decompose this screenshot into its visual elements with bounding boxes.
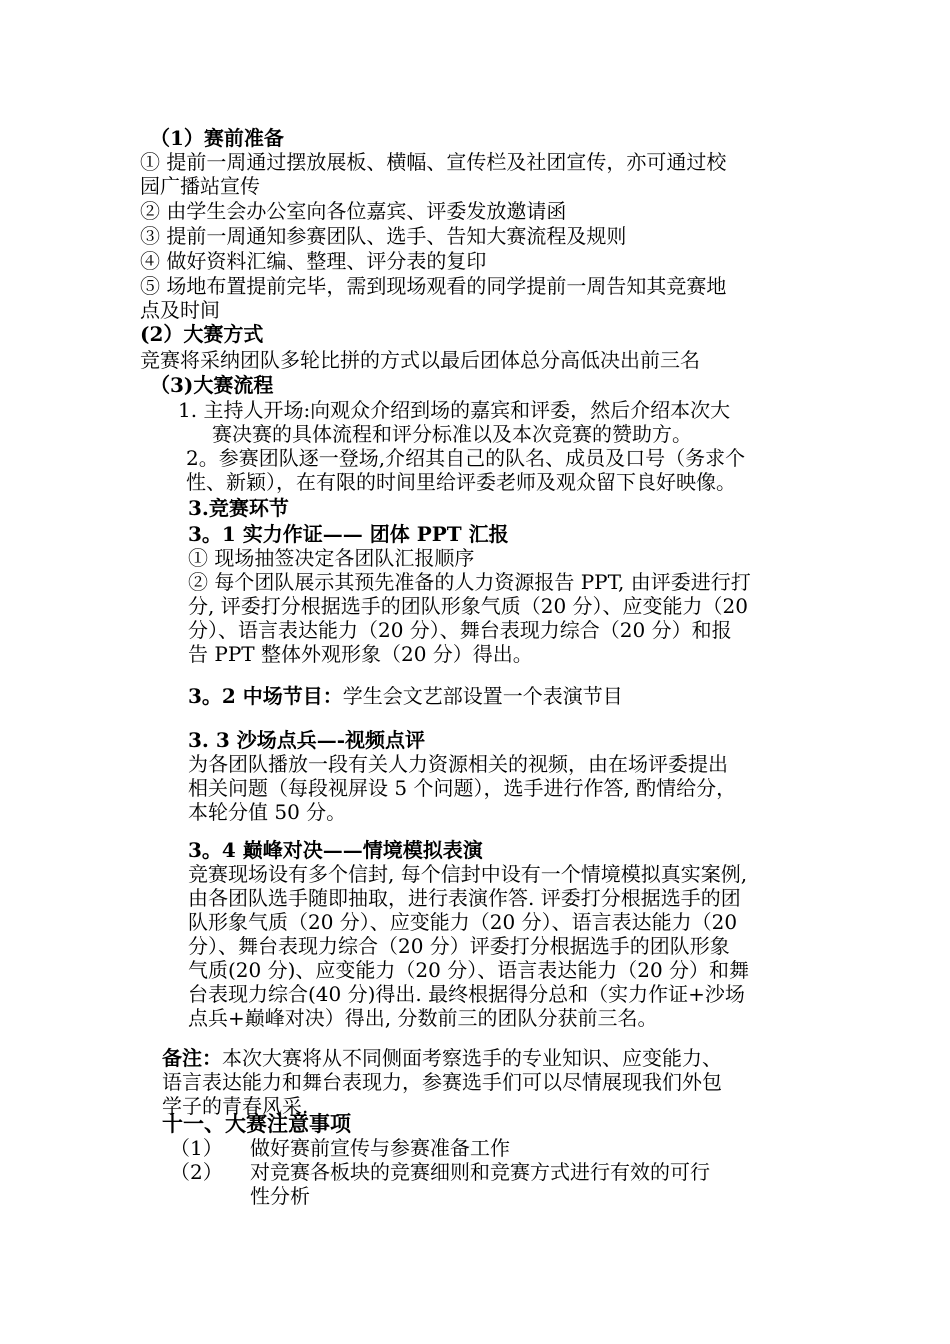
section-3-4-line-5: 气质(20 分)、应变能力（20 分）、语言表达能力（20 分）和舞 bbox=[188, 958, 750, 982]
note-text-1: 本次大赛将从不同侧面考察选手的专业知识、应变能力、 bbox=[222, 1046, 722, 1070]
section-3-1-heading: 3。1 实力作证—— 团体 PPT 汇报 bbox=[188, 522, 509, 546]
prep-item-1-line-1: ① 提前一周通过摆放展板、横幅、宣传栏及社团宣传，亦可通过校 bbox=[140, 150, 727, 174]
mode-text: 竞赛将采纳团队多轮比拼的方式以最后团体总分高低决出前三名 bbox=[140, 348, 700, 372]
note-line-1 bbox=[162, 1046, 722, 1070]
prep-item-1-line-2: 园广播站宣传 bbox=[140, 174, 260, 198]
prep-item-5-line-2: 点及时间 bbox=[140, 298, 220, 322]
section-3-4-line-4: 分）、舞台表现力综合（20 分）评委打分根据选手的团队形象 bbox=[188, 934, 730, 958]
prep-item-2: ② 由学生会办公室向各位嘉宾、评委发放邀请函 bbox=[140, 199, 567, 223]
cautions-heading: 十一、大赛注意事项 bbox=[162, 1111, 351, 1136]
prep-item-5-line-1: ⑤ 场地布置提前完毕，需到现场观看的同学提前一周告知其竞赛地 bbox=[140, 274, 727, 298]
section-heading-flow: （3)大赛流程 bbox=[150, 373, 274, 397]
section-3-4-line-6: 台表现力综合(40 分)得出. 最终根据得分总和（实力作证+沙场 bbox=[188, 982, 745, 1006]
flow-step-2-line-1: 2。参赛团队逐一登场,介绍其自己的队名、成员及口号（务求个 bbox=[186, 446, 746, 470]
prep-item-3: ③ 提前一周通知参赛团队、选手、告知大赛流程及规则 bbox=[140, 224, 627, 248]
section-3-2-heading: 3。2 中场节目： bbox=[188, 684, 343, 708]
flow-step-2-line-2: 性、新颖），在有限的时间里给评委老师及观众留下良好映像。 bbox=[186, 470, 736, 494]
section-3-4-line-2: 由各团队选手随即抽取，进行表演作答. 评委打分根据选手的团 bbox=[188, 886, 741, 910]
section-heading-mode: (2）大赛方式 bbox=[140, 322, 264, 346]
note-line-3: 学子的青春风采. bbox=[162, 1094, 309, 1118]
section-heading-preparation: （1）赛前准备 bbox=[150, 126, 284, 150]
section-3-1-line-2: ② 每个团队展示其预先准备的人力资源报告 PPT, 由评委进行打 bbox=[188, 570, 751, 594]
section-3-2-text: 学生会文艺部设置一个表演节目 bbox=[342, 684, 623, 708]
section-3-4-heading: 3。4 巅峰对决——情境模拟表演 bbox=[188, 838, 483, 862]
caution-2-text-line-1: 对竞赛各板块的竞赛细则和竞赛方式进行有效的可行 bbox=[250, 1160, 710, 1184]
section-3-3-line-3: 本轮分值 50 分。 bbox=[188, 800, 347, 824]
flow-step-3-heading: 3.竞赛环节 bbox=[188, 496, 289, 520]
section-3-3-line-2: 相关问题（每段视屏设 5 个问题），选手进行作答, 酌情给分， bbox=[188, 776, 737, 800]
section-3-1-line-4: 分）、语言表达能力（20 分）、舞台表现力综合（20 分）和报 bbox=[188, 618, 732, 642]
section-3-2 bbox=[188, 684, 623, 708]
section-3-1-line-1: ① 现场抽签决定各团队汇报顺序 bbox=[188, 546, 475, 570]
section-3-1-line-5: 告 PPT 整体外观形象（20 分）得出。 bbox=[188, 642, 533, 666]
flow-step-1-line-1: 1. 主持人开场:向观众介绍到场的嘉宾和评委，然后介绍本次大 bbox=[178, 398, 731, 422]
caution-1-text: 做好赛前宣传与参赛准备工作 bbox=[250, 1136, 510, 1160]
section-3-4-line-1: 竞赛现场设有多个信封, 每个信封中设有一个情境模拟真实案例, bbox=[188, 862, 748, 886]
note-label: 备注： bbox=[162, 1046, 222, 1070]
section-3-4-line-7: 点兵+巅峰对决）得出, 分数前三的团队分获前三名。 bbox=[188, 1006, 658, 1030]
flow-step-1-line-2: 赛决赛的具体流程和评分标准以及本次竞赛的赞助方。 bbox=[212, 422, 692, 446]
section-3-3-line-1: 为各团队播放一段有关人力资源相关的视频，由在场评委提出 bbox=[188, 752, 728, 776]
section-3-1-line-3: 分, 评委打分根据选手的团队形象气质（20 分）、应变能力（20 bbox=[188, 594, 748, 618]
note-line-2: 语言表达能力和舞台表现力，参赛选手们可以尽情展现我们外包 bbox=[162, 1070, 722, 1094]
caution-2-number: （2） bbox=[170, 1160, 223, 1184]
caution-2-text-line-2: 性分析 bbox=[250, 1184, 310, 1208]
prep-item-4: ④ 做好资料汇编、整理、评分表的复印 bbox=[140, 249, 487, 273]
section-3-4-line-3: 队形象气质（20 分）、应变能力（20 分）、语言表达能力（20 bbox=[188, 910, 738, 934]
section-3-3-heading: 3. 3 沙场点兵—-视频点评 bbox=[188, 728, 426, 752]
caution-1-number: （1） bbox=[170, 1136, 223, 1160]
